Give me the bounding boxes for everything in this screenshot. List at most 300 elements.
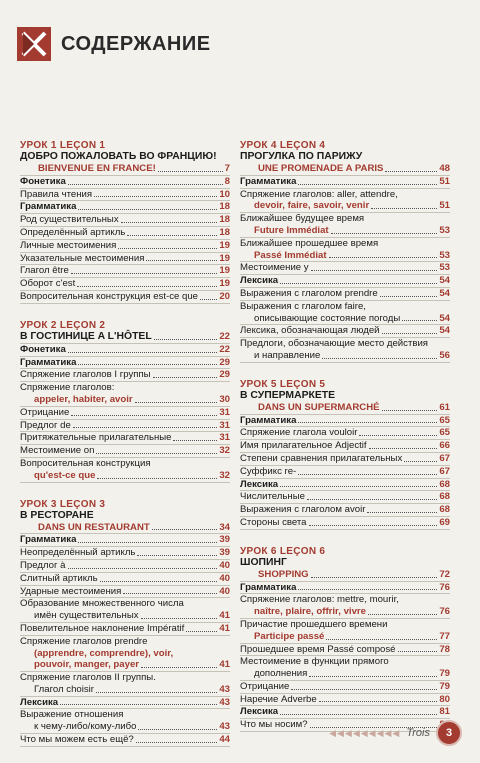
dot-leader [309, 676, 437, 677]
dot-leader [329, 257, 438, 258]
toc-entry-text: Суффикс re- [240, 465, 297, 477]
toc-entry[interactable] [20, 534, 230, 547]
lesson-subtitle-row[interactable] [240, 163, 450, 176]
dot-leader [123, 593, 217, 594]
toc-entry-text: Притяжательные прилагательные [20, 432, 172, 444]
toc-entry[interactable] [240, 517, 450, 530]
toc-entry[interactable] [240, 582, 450, 595]
toc-entry[interactable] [240, 250, 450, 263]
toc-entry[interactable] [20, 573, 230, 586]
page-ref: 34 [219, 521, 230, 533]
page-ref: 76 [439, 581, 450, 593]
dot-leader [68, 568, 218, 569]
dot-leader [319, 701, 438, 702]
toc-entry-text: Определённый артикль [20, 226, 126, 238]
lesson-section [240, 140, 450, 363]
toc-entry[interactable] [20, 470, 230, 483]
toc-entry-text: pouvoir, manger, payer [34, 659, 140, 671]
page-ref: 78 [439, 643, 450, 655]
toc-entry[interactable] [240, 606, 450, 619]
dot-leader [138, 729, 217, 730]
dot-leader [152, 529, 218, 530]
toc-entry [240, 338, 450, 350]
dot-leader [153, 377, 218, 378]
toc-entry-text: Грамматика [240, 581, 297, 593]
page-ref: 43 [219, 696, 230, 708]
dot-leader [398, 651, 438, 652]
toc-entry-text: Числительные [240, 491, 305, 503]
dot-leader [186, 631, 217, 632]
toc-entry-text: Future Immédiat [254, 224, 329, 236]
toc-entry [240, 619, 450, 631]
toc-entry-text: Правила чтения [20, 188, 93, 200]
page-ref: 69 [439, 516, 450, 528]
toc-entry-text: Ударные местоимения [20, 585, 122, 597]
toc-entry-text: Вопросительная конструкция est-ce que [20, 290, 199, 302]
page-ref: 18 [219, 201, 230, 213]
toc-entry [20, 636, 230, 648]
toc-entry[interactable] [20, 407, 230, 420]
toc-entry-text: Спряжение глаголов: aller, attendre, [240, 188, 398, 200]
toc-entry-text: Спряжение глагола vouloir [240, 427, 358, 439]
toc-entry[interactable] [240, 466, 450, 479]
page-ref: 18 [219, 226, 230, 238]
lesson-subtitle: BIENVENUE EN FRANCE! [38, 163, 156, 174]
toc-entry [20, 709, 230, 721]
toc-entry[interactable] [240, 288, 450, 301]
lesson-section [240, 379, 450, 530]
page-ref: 80 [439, 693, 450, 705]
dot-leader [146, 260, 217, 261]
toc-entry-text: Повелительное наклонение Impératif [20, 622, 185, 634]
dot-leader [97, 478, 217, 479]
toc-entry-text: Спряжение глаголов II группы. [20, 672, 156, 684]
page-ref: 61 [439, 401, 450, 413]
toc-entry[interactable] [20, 278, 230, 291]
lesson-label: УРОК 4 LEÇON 4 [240, 140, 326, 151]
toc-entry-text: Предлоги, обозначающие место действия [240, 338, 428, 350]
dot-leader [298, 474, 437, 475]
toc-entry-text: Спряжение глаголов prendre [20, 635, 148, 647]
toc-entry-text: Наречие Adverbe [240, 693, 317, 705]
dot-leader [127, 235, 217, 236]
toc-entry-text: Грамматика [240, 175, 297, 187]
toc-entry [240, 594, 450, 606]
toc-entry-text: Спряжение глаголов: [20, 382, 115, 394]
toc-entry[interactable] [20, 445, 230, 458]
toc-entry-text: Выражения с глаголом faire, [240, 300, 366, 312]
toc-entry [20, 382, 230, 394]
dot-leader [359, 435, 437, 436]
page-ref: 22 [219, 343, 230, 355]
toc-entry[interactable] [240, 313, 450, 326]
lesson-subtitle: DANS UN RESTAURANT [38, 521, 150, 533]
toc-entry[interactable] [20, 369, 230, 382]
page-ref: 22 [219, 330, 230, 342]
toc-entry[interactable] [20, 357, 230, 370]
toc-entry-text: Причастие прошедшего времени [240, 618, 388, 630]
dot-leader [118, 248, 217, 249]
dot-leader [141, 618, 218, 619]
dot-leader [136, 742, 218, 743]
page-ref: 30 [219, 393, 230, 405]
dot-leader [382, 333, 438, 334]
lesson-subtitle-row[interactable] [240, 402, 450, 415]
toc-entry-text: Местоимение y [240, 262, 309, 274]
page-ref: 43 [219, 721, 230, 733]
page-ref: 66 [439, 440, 450, 452]
toc-entry-text: Отрицание [20, 406, 70, 418]
toc-entry-text: Спряжение глаголов: mettre, mourir, [240, 594, 399, 606]
dot-leader [322, 358, 437, 359]
lesson-label: УРОК 5 LEÇON 5 [240, 378, 326, 390]
page-ref: 8 [224, 175, 230, 187]
toc-entry[interactable] [20, 227, 230, 240]
toc-entry[interactable] [240, 668, 450, 681]
dot-leader [404, 461, 437, 462]
dot-leader [96, 692, 217, 693]
dot-leader [77, 286, 217, 287]
dot-leader [100, 581, 218, 582]
page-ref: 72 [439, 568, 450, 580]
page-ref: 68 [439, 504, 450, 516]
toc-entry[interactable] [20, 201, 230, 214]
dot-leader [382, 410, 438, 411]
dot-leader [385, 171, 437, 172]
dot-leader [60, 704, 217, 705]
toc-entry[interactable] [240, 479, 450, 492]
toc-entry[interactable] [240, 694, 450, 707]
toc-entry[interactable] [240, 491, 450, 504]
dot-leader [78, 209, 217, 210]
page-ref: 32 [219, 445, 230, 457]
page-ref: 41 [219, 622, 230, 634]
dot-leader [96, 453, 217, 454]
lesson-subtitle: UNE PROMENADE A PARIS [258, 163, 384, 174]
page-ref: 56 [439, 349, 450, 361]
toc-entry [240, 238, 450, 250]
toc-entry-text: devoir, faire, savoir, venir [254, 200, 370, 212]
toc-entry-text: Что мы можем есть ещё? [20, 734, 134, 746]
toc-entry[interactable] [20, 253, 230, 266]
toc-entry[interactable] [240, 504, 450, 517]
page-ref: 31 [219, 419, 230, 431]
toc-entry-text: Participe passé [254, 630, 325, 642]
toc-entry-text: и направление [254, 349, 321, 361]
toc-entry[interactable] [240, 440, 450, 453]
dot-leader [402, 320, 437, 321]
toc-entry-text: Прошедшее время Passé composé [240, 643, 396, 655]
lesson-title: ПРОГУЛКА ПО ПАРИЖУ [240, 151, 363, 162]
toc-entry-text: Лексика [240, 478, 279, 490]
lesson-title: В РЕСТОРАНЕ [20, 509, 94, 521]
page-ref: 39 [219, 534, 230, 546]
dot-leader [280, 283, 437, 284]
page-ref: 79 [439, 668, 450, 680]
lesson-subtitle-row[interactable] [20, 163, 230, 176]
toc-entry[interactable] [20, 586, 230, 599]
dot-leader [71, 415, 217, 416]
dot-leader [68, 352, 218, 353]
toc-entry [240, 656, 450, 668]
page-ref: 54 [439, 312, 450, 324]
toc-entry-text: Выражения с глаголом avoir [240, 504, 366, 516]
page-ref: 43 [219, 683, 230, 695]
page-ref: 31 [219, 406, 230, 418]
page-ref: 53 [439, 249, 450, 261]
toc-entry[interactable] [240, 706, 450, 719]
toc-entry[interactable] [20, 734, 230, 747]
toc-entry-text: Спряжение глаголов I группы [20, 369, 151, 381]
toc-entry[interactable] [240, 325, 450, 338]
lesson-section [20, 320, 230, 483]
dot-leader [309, 525, 438, 526]
lesson-title: ДОБРО ПОЖАЛОВАТЬ ВО ФРАНЦИЮ! [20, 151, 217, 162]
toc-entry-text: дополнения [254, 668, 308, 680]
lesson-subtitle-row[interactable] [20, 522, 230, 535]
toc-entry[interactable] [20, 344, 230, 357]
page-ref: 65 [439, 427, 450, 439]
toc-entry-text: Неопределённый артикль [20, 547, 136, 559]
toc-entry[interactable] [240, 275, 450, 288]
toc-entry-text: Ближайшее прошедшее время [240, 237, 379, 249]
footer-label: Trois [406, 727, 430, 739]
lesson-label: УРОК 6 LEÇON 6 [240, 545, 326, 557]
toc-entry-text: Грамматика [20, 356, 77, 368]
page-ref: 67 [439, 452, 450, 464]
page-ref: 39 [219, 547, 230, 559]
page-ref: 53 [439, 224, 450, 236]
dot-leader [280, 714, 437, 715]
toc-entry[interactable] [240, 453, 450, 466]
page-ref: 20 [219, 290, 230, 302]
dot-leader [135, 402, 218, 403]
toc-entry-text: Лексика, обозначающая людей [240, 325, 380, 337]
toc-entry-text: Глагол être [20, 265, 69, 277]
page-ref: 77 [439, 630, 450, 642]
page-ref: 41 [219, 610, 230, 622]
lesson-title: В СУПЕРМАРКЕТЕ [240, 389, 336, 401]
toc-entry[interactable] [20, 394, 230, 407]
toc-entry-text: Лексика [20, 696, 59, 708]
toc-entry-text: Местоимение в функции прямого [240, 656, 389, 668]
page-ref: 76 [439, 606, 450, 618]
page-ref: 44 [219, 734, 230, 746]
page-header [17, 27, 211, 61]
toc-entry-text: naître, plaire, offrir, vivre [254, 606, 366, 618]
toc-entry-text: Грамматика [20, 534, 77, 546]
toc-entry[interactable] [20, 420, 230, 433]
toc-entry[interactable] [20, 623, 230, 636]
page-ref: 19 [219, 265, 230, 277]
page-ref: 68 [439, 478, 450, 490]
page-ref: 29 [219, 369, 230, 381]
dot-leader [307, 499, 437, 500]
toc-entry[interactable] [240, 631, 450, 644]
dot-leader [367, 512, 437, 513]
dot-leader [73, 427, 217, 428]
toc-entry[interactable] [20, 189, 230, 202]
dot-leader [141, 667, 217, 668]
page-ref: 53 [439, 262, 450, 274]
dot-leader [331, 233, 438, 234]
toc-entry[interactable] [240, 427, 450, 440]
lesson-subtitle: SHOPPING [258, 568, 309, 580]
lesson-section [20, 140, 230, 304]
lesson-title: ШОПИНГ [240, 556, 287, 568]
toc-entry [20, 458, 230, 470]
toc-entry-text: Фонетика [20, 343, 66, 355]
toc-entry-text: Имя прилагательное Adjectif [240, 440, 367, 452]
toc-entry[interactable] [20, 547, 230, 560]
lesson-subtitle-row[interactable] [240, 569, 450, 582]
page-ref: 31 [219, 432, 230, 444]
page-ref: 19 [219, 252, 230, 264]
page-ref: 51 [439, 175, 450, 187]
toc-entry[interactable] [240, 350, 450, 363]
toc-entry [240, 301, 450, 313]
toc-entry[interactable] [20, 560, 230, 573]
dot-leader [78, 364, 217, 365]
lesson-title: В ГОСТИНИЦЕ A L'HÔTEL [20, 330, 152, 342]
dot-leader [298, 184, 437, 185]
page-ref: 32 [219, 469, 230, 481]
lesson-section [240, 546, 450, 732]
toc-entry[interactable] [20, 697, 230, 710]
toc-entry [240, 189, 450, 201]
page-ref: 40 [219, 585, 230, 597]
lesson-label: УРОК 3 LEÇON 3 [20, 498, 106, 510]
toc-entry-text: Лексика [240, 275, 279, 287]
toc-entry-text: Предлог de [20, 419, 71, 431]
page-ref: 19 [219, 278, 230, 290]
right-column [240, 140, 450, 748]
dot-leader [173, 440, 217, 441]
page-ref: 79 [439, 680, 450, 692]
toc-entry-text: appeler, habiter, avoir [34, 393, 133, 405]
page-ref: 19 [219, 239, 230, 251]
toc-entry-text: Ближайшее будущее время [240, 213, 365, 225]
toc-entry-text: Грамматика [240, 414, 297, 426]
toc-entry[interactable] [240, 415, 450, 428]
dot-leader [371, 208, 437, 209]
toc-entry-text: Род существительных [20, 214, 119, 226]
toc-entry-text: Что мы носим? [240, 719, 308, 731]
dot-leader [298, 422, 437, 423]
page-ref: 18 [219, 214, 230, 226]
toc-entry[interactable] [20, 291, 230, 304]
toc-entry-text: Образование множественного числа [20, 598, 184, 610]
toc-entry-text: qu'est-ce que [34, 469, 96, 481]
lesson-label: УРОК 2 LEÇON 2 [20, 319, 106, 331]
toc-entry[interactable] [20, 432, 230, 445]
toc-entry[interactable] [240, 176, 450, 189]
dot-leader [68, 184, 223, 185]
toc-entry [20, 598, 230, 610]
lesson-label: УРОК 1 LEÇON 1 [20, 140, 106, 151]
toc-entry-text: описывающие состояние погоды [254, 312, 401, 324]
toc-entry[interactable] [240, 262, 450, 275]
page-ref: 29 [219, 356, 230, 368]
dot-leader [368, 614, 437, 615]
page-ref: 40 [219, 559, 230, 571]
dot-leader [94, 196, 217, 197]
dot-leader [298, 589, 437, 590]
toc-entry [240, 213, 450, 225]
toc-entry-text: Предлог à [20, 559, 66, 571]
toc-entry [20, 672, 230, 684]
toc-entry[interactable] [20, 265, 230, 278]
toc-entry-text: Личные местоимения [20, 239, 117, 251]
page-ref: 54 [439, 287, 450, 299]
toc-entry[interactable] [20, 659, 230, 672]
toc-entry[interactable] [240, 681, 450, 694]
toc-entry-text: Степени сравнения прилагательных [240, 452, 403, 464]
toc-entry[interactable] [20, 176, 230, 189]
left-column [20, 140, 230, 763]
toc-entry-text: Указательные местоимения [20, 252, 145, 264]
page-ref: 54 [439, 325, 450, 337]
dot-leader [280, 486, 437, 487]
page-ref: 54 [439, 275, 450, 287]
toc-entry[interactable] [240, 225, 450, 238]
toc-entry-text: Грамматика [20, 201, 77, 213]
lesson-section [20, 499, 230, 747]
page-footer [329, 720, 462, 746]
dot-leader [200, 299, 217, 300]
dot-leader [326, 639, 437, 640]
toc-entry-text: Passé Immédiat [254, 249, 327, 261]
toc-entry[interactable] [240, 644, 450, 657]
dot-leader [154, 339, 218, 340]
dot-leader [291, 689, 437, 690]
page-ref: 81 [439, 706, 450, 718]
lesson-title-row[interactable] [20, 331, 230, 344]
page-ref: 10 [219, 188, 230, 200]
dot-leader [158, 171, 223, 172]
toc-entry-text: имён существительных [34, 610, 139, 622]
page-title: СОДЕРЖАНИЕ [61, 32, 211, 55]
toc-entry-text: к чему-либо/кому-либо [34, 721, 137, 733]
toc-entry-text: Лексика [240, 706, 279, 718]
page-ref: 51 [439, 200, 450, 212]
lesson-subtitle: DANS UN SUPERMARCHÉ [258, 401, 380, 413]
page-ref: 40 [219, 572, 230, 584]
page-number: 3 [436, 720, 462, 746]
page-ref: 48 [439, 163, 450, 174]
toc-entry[interactable] [20, 240, 230, 253]
page-ref: 65 [439, 414, 450, 426]
toc-entry-text: Выражения с глаголом prendre [240, 287, 378, 299]
dot-leader [137, 555, 217, 556]
toc-entry[interactable] [20, 214, 230, 227]
dot-leader [121, 222, 218, 223]
dot-leader [311, 577, 438, 578]
toc-entry[interactable] [240, 200, 450, 213]
toc-entry [20, 648, 230, 660]
toc-entry[interactable] [20, 721, 230, 734]
toc-entry[interactable] [20, 684, 230, 697]
dot-leader [78, 542, 217, 543]
toc-entry-text: Стороны света [240, 516, 307, 528]
toc-entry-text: Фонетика [20, 175, 66, 187]
page-ref: 7 [224, 163, 230, 174]
toc-entry-text: Оборот c'est [20, 278, 76, 290]
page-ref: 68 [439, 491, 450, 503]
toc-entry[interactable] [20, 610, 230, 623]
dot-leader [380, 296, 438, 297]
toc-entry-text: (apprendre, comprendre), voir, [34, 647, 174, 659]
